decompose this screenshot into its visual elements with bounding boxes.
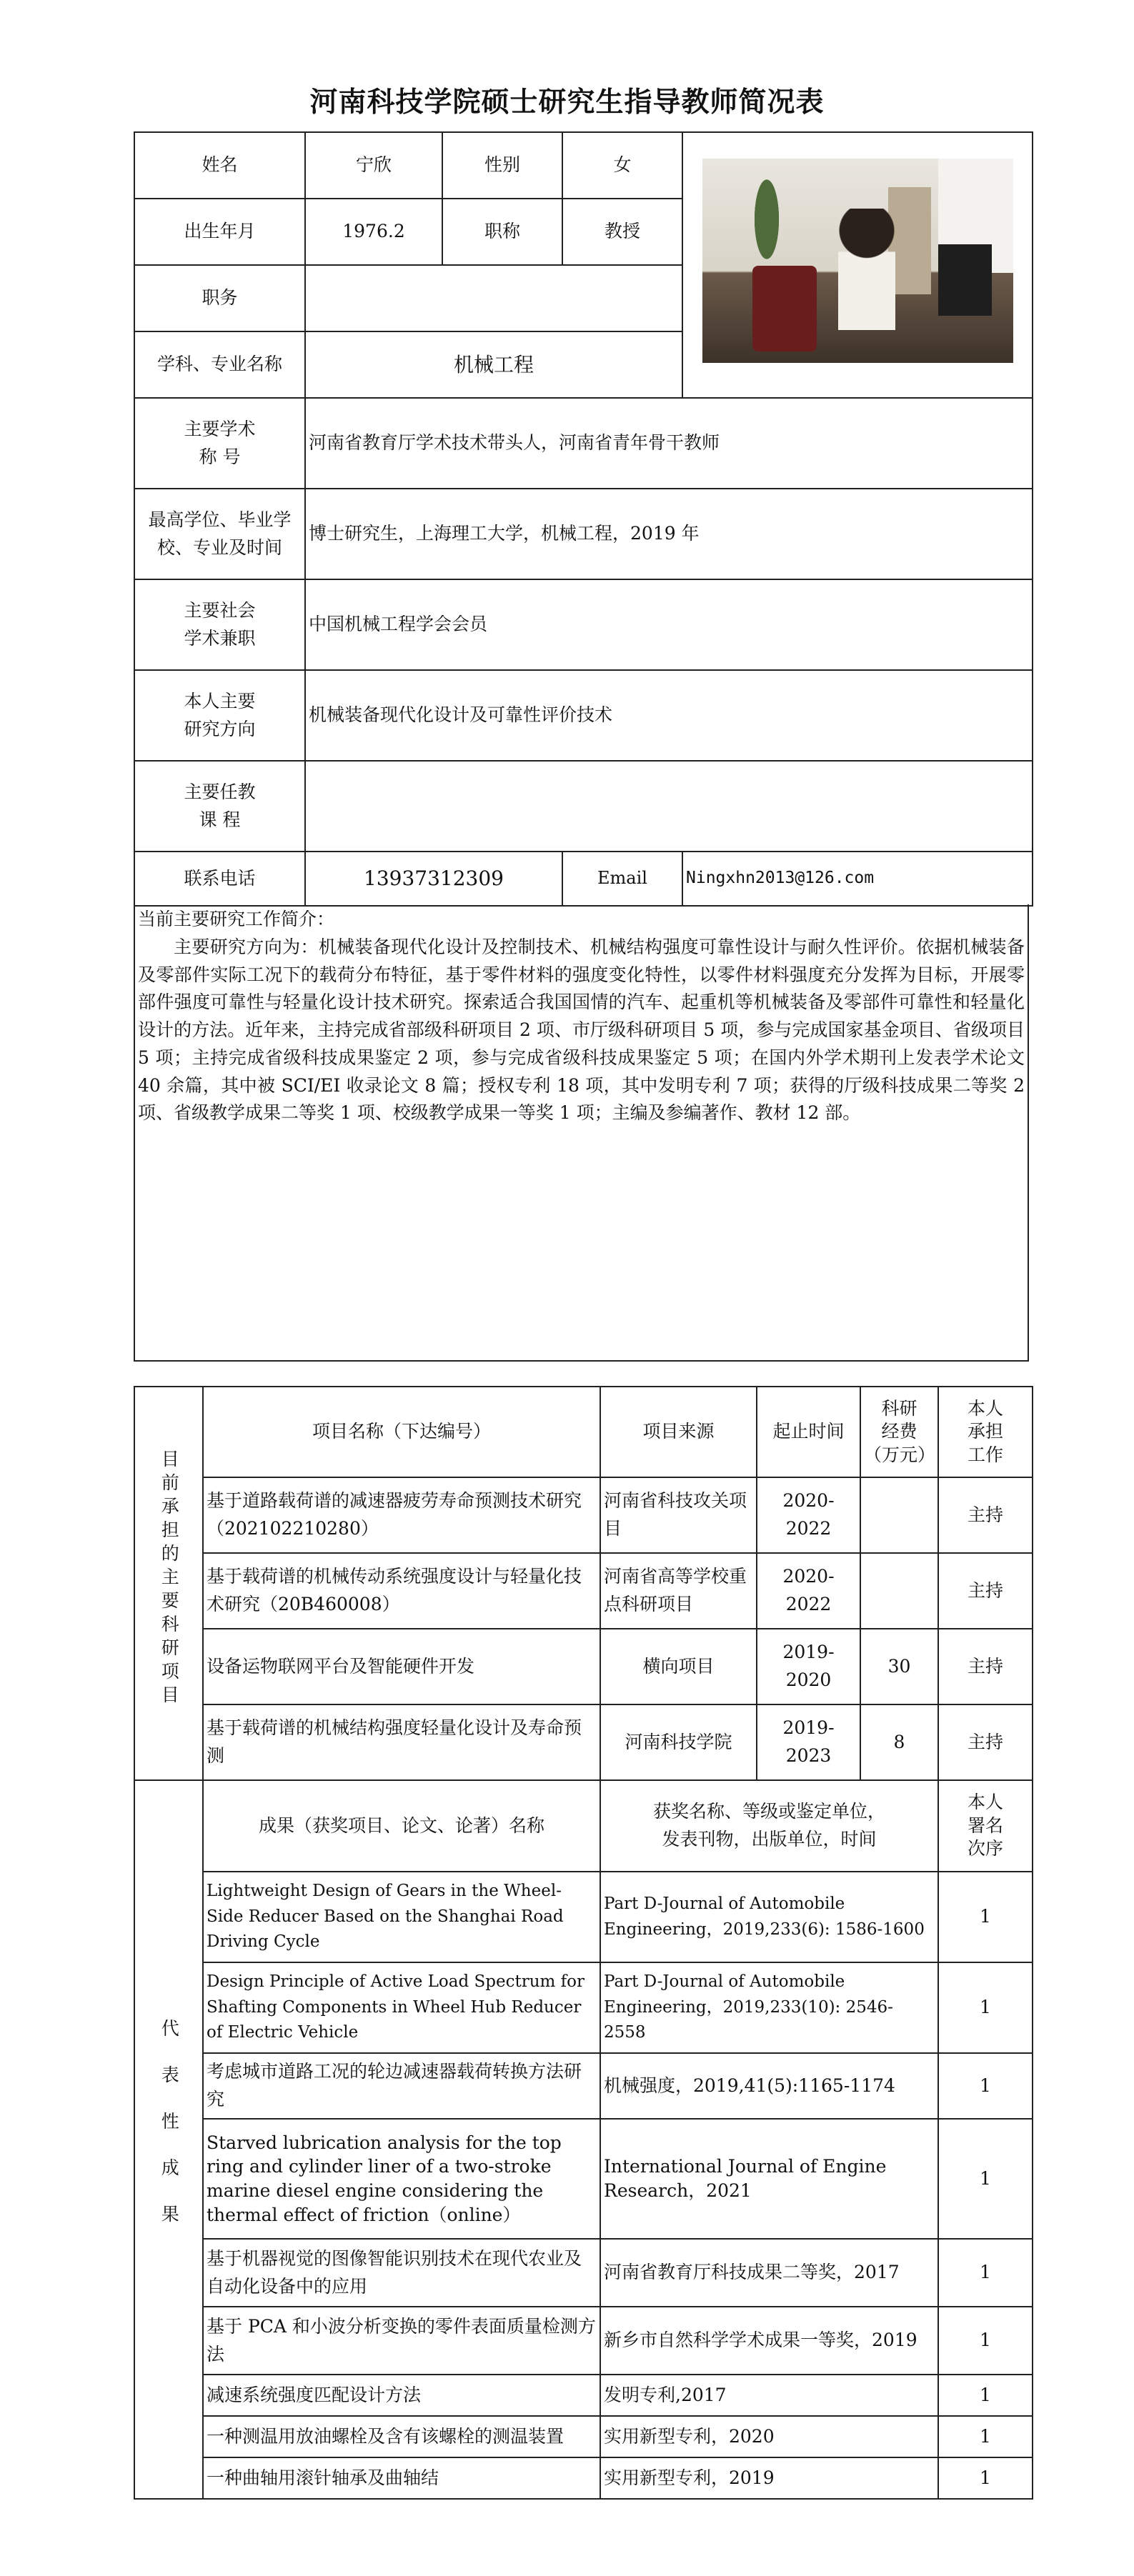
achievement-row-order: 1 [938,2053,1033,2119]
project-row-funds [860,1477,938,1553]
achievement-row-order: 1 [938,2119,1033,2239]
person-shape [838,209,895,330]
achievement-row-venue: Part D-Journal of Automobile Engineering，2019,233(6): 1586-1600 [600,1872,938,1962]
page-title: 河南科技学院硕士研究生指导教师简况表 [309,86,825,119]
achievement-row-venue: 机械强度，2019,41(5):1165-1174 [600,2053,938,2119]
profile-table [134,131,1033,907]
achievement-row-order: 1 [938,2239,1033,2307]
projects-section-label: 目前承担的主要科研项目 [134,1387,203,1780]
project-row-source: 河南科技学院 [600,1704,757,1780]
discipline-label: 学科、专业名称 [134,331,305,398]
project-row-name: 基于道路载荷谱的减速器疲劳寿命预测技术研究（202102210280） [203,1477,600,1553]
intro-heading: 当前主要研究工作简介： [138,909,335,929]
achievement-row-venue: 新乡市自然科学学术成果一等奖，2019 [600,2307,938,2375]
project-row-funds: 30 [860,1629,938,1704]
discipline-value: 机械工程 [305,331,682,398]
rank-label: 职称 [442,199,562,265]
gender-value: 女 [562,132,682,199]
plant-shape [752,173,781,266]
project-header-source: 项目来源 [600,1387,757,1477]
achievement-row-order: 1 [938,2375,1033,2416]
project-row-funds: 8 [860,1704,938,1780]
project-row-period: 2019-2023 [757,1704,860,1780]
project-row-period: 2020-2022 [757,1477,860,1553]
projects-achievements-table [134,1386,1033,2500]
photo-cell [682,132,1033,398]
achievement-row-name: 基于机器视觉的图像智能识别技术在现代农业及自动化设备中的应用 [203,2239,600,2307]
achievement-row-order: 1 [938,2457,1033,2499]
degree-value: 博士研究生，上海理工大学，机械工程，2019 年 [305,489,1033,579]
duty-value [305,265,682,331]
academic-title-value: 河南省教育厅学术技术带头人，河南省青年骨干教师 [305,398,1033,489]
project-header-name: 项目名称（下达编号） [203,1387,600,1477]
email-label: Email [562,852,682,906]
project-row-period: 2020-2022 [757,1553,860,1629]
name-value: 宁欣 [305,132,442,199]
achievements-section-label: 代表性成果 [134,1780,203,2499]
achievement-row-name: 减速系统强度匹配设计方法 [203,2375,600,2416]
social-label: 主要社会 学术兼职 [134,579,305,670]
courses-value [305,761,1033,852]
achievement-row-venue: 实用新型专利，2020 [600,2416,938,2457]
achievement-header-venue: 获奖名称、等级或鉴定单位， 发表刊物，出版单位，时间 [600,1780,938,1872]
name-label: 姓名 [134,132,305,199]
academic-title-label: 主要学术 称 号 [134,398,305,489]
achievement-row-name: Starved lubrication analysis for the top ring and cylinder liner of a two-stroke marine diesel engine considering the thermal effect of friction（online） [203,2119,600,2239]
project-row-role: 主持 [938,1477,1033,1553]
achievement-row-order: 1 [938,1962,1033,2053]
project-row-name: 基于载荷谱的机械结构强度轻量化设计及寿命预测 [203,1704,600,1780]
achievement-row-venue: International Journal of Engine Research，2021 [600,2119,938,2239]
achievement-row-name: Design Principle of Active Load Spectrum for Shafting Components in Wheel Hub Reducer of Electric Vehicle [203,1962,600,2053]
monitor-shape [938,244,992,316]
achievement-row-venue: 发明专利,2017 [600,2375,938,2416]
project-header-period: 起止时间 [757,1387,860,1477]
gender-label: 性别 [442,132,562,199]
birth-label: 出生年月 [134,199,305,265]
project-header-funds: 科研 经费 （万元） [860,1387,938,1477]
research-intro [134,904,1029,1362]
project-row-period: 2019-2020 [757,1629,860,1704]
achievement-row-name: 考虑城市道路工况的轮边减速器载荷转换方法研究 [203,2053,600,2119]
achievement-row-order: 1 [938,2416,1033,2457]
achievement-row-order: 1 [938,1872,1033,1962]
project-row-funds [860,1553,938,1629]
achievement-row-venue: 河南省教育厅科技成果二等奖，2017 [600,2239,938,2307]
phone-value: 13937312309 [305,852,562,906]
research-value: 机械装备现代化设计及可靠性评价技术 [305,670,1033,761]
project-row-role: 主持 [938,1553,1033,1629]
achievement-row-order: 1 [938,2307,1033,2375]
phone-label: 联系电话 [134,852,305,906]
project-row-name: 设备运物联网平台及智能硬件开发 [203,1629,600,1704]
achievement-header-order: 本人 署名 次序 [938,1780,1033,1872]
chair-shape [752,266,817,351]
achievement-header-name: 成果（获奖项目、论文、论著）名称 [203,1780,600,1872]
portrait-photo [702,159,1013,363]
achievement-row-name: Lightweight Design of Gears in the Wheel-Side Reducer Based on the Shanghai Road Driving Cycle [203,1872,600,1962]
project-row-role: 主持 [938,1704,1033,1780]
degree-label: 最高学位、毕业学 校、专业及时间 [134,489,305,579]
achievement-row-name: 一种曲轴用滚针轴承及曲轴结 [203,2457,600,2499]
courses-label: 主要任教 课 程 [134,761,305,852]
achievement-row-venue: 实用新型专利，2019 [600,2457,938,2499]
project-row-source: 河南省科技攻关项目 [600,1477,757,1553]
project-row-name: 基于载荷谱的机械传动系统强度设计与轻量化技术研究（20B460008） [203,1553,600,1629]
achievement-row-venue: Part D-Journal of Automobile Engineering，2019,233(10): 2546-2558 [600,1962,938,2053]
achievement-row-name: 基于 PCA 和小波分析变换的零件表面质量检测方法 [203,2307,600,2375]
project-header-role: 本人 承担 工作 [938,1387,1033,1477]
social-value: 中国机械工程学会会员 [305,579,1033,670]
rank-value: 教授 [562,199,682,265]
project-row-source: 河南省高等学校重点科研项目 [600,1553,757,1629]
project-row-role: 主持 [938,1629,1033,1704]
research-label: 本人主要 研究方向 [134,670,305,761]
achievement-row-name: 一种测温用放油螺栓及含有该螺栓的测温装置 [203,2416,600,2457]
project-row-source: 横向项目 [600,1629,757,1704]
intro-body: 主要研究方向为：机械装备现代化设计及控制技术、机械结构强度可靠性设计与耐久性评价。依据机械装备及零部件实际工况下的载荷分布特征，基于零件材料的强度变化特性，以零件材料强度充分发挥为目标，开展零部件强度可靠性与轻量化设计技术研究。探索适合我国国情的汽车、起重机等机械装备及零部件可靠性和轻量化设计的方法。近年来，主持完成省部级科研项目 2 项、市厅级科研项目 5 项，参与完成国家基金项目、省级项目 5 项；主持完成省级科技成果鉴定 2 项，参与完成省级科技成果鉴定 5 项；在国内外学术期刊上发表学术论文 40 余篇，其中被 SCI/EI 收录论文 8 篇；授权专利 18 项，其中发明专利 7 项；获得的厅级科技成果二等奖 2 项、省级教学成果二等奖 1 项、校级教学成果一等奖 1 项；主编及参编著作、教材 12 部。 [138,936,1025,1124]
birth-value: 1976.2 [305,199,442,265]
duty-label: 职务 [134,265,305,331]
email-value: Ningxhn2013@126.com [682,852,1033,906]
